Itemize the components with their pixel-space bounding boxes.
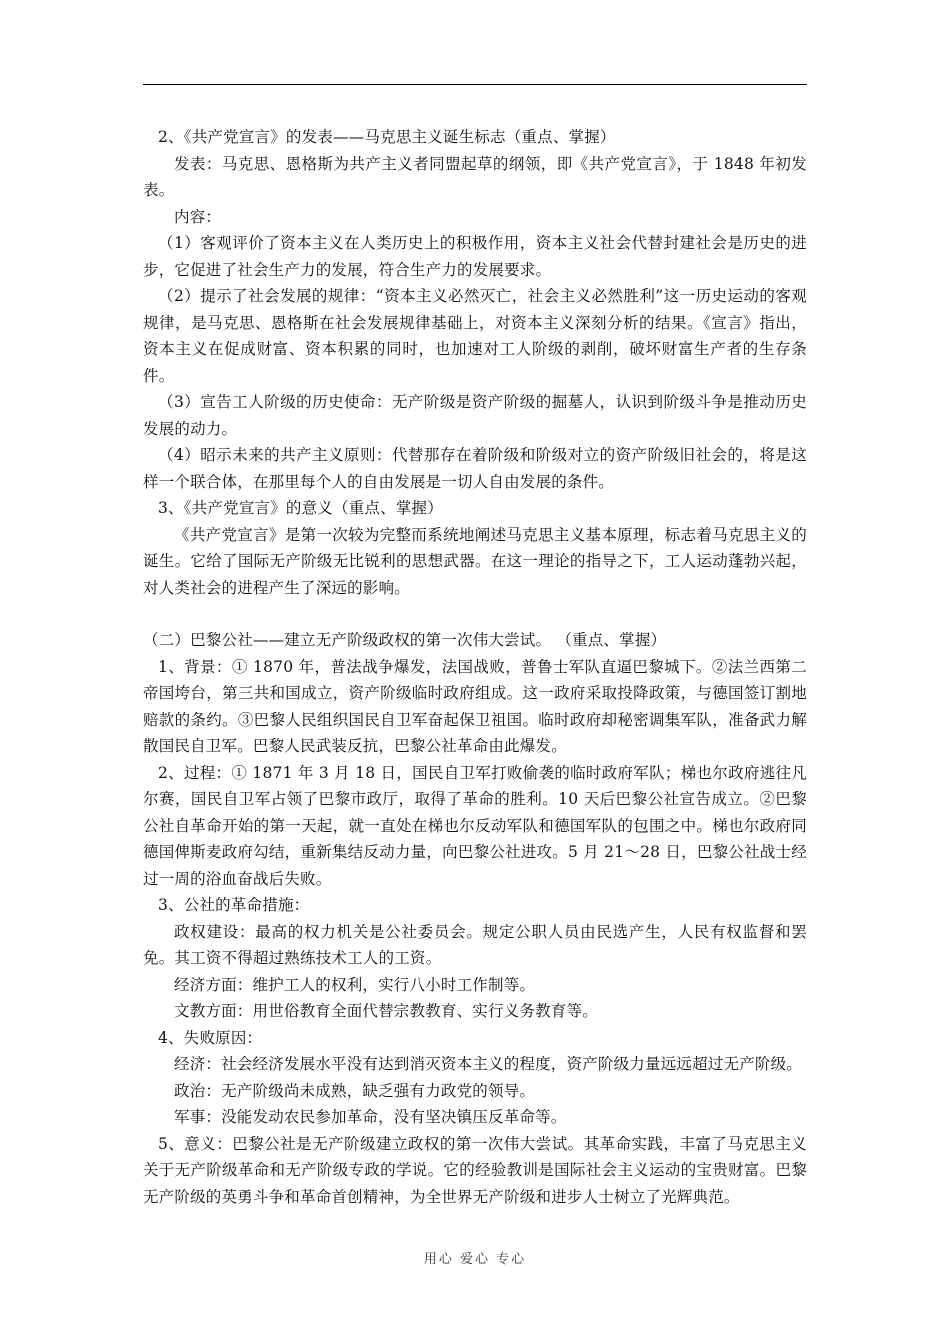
- paragraph-content-label: 内容：: [174, 207, 222, 226]
- paragraph-background: 1、背景：① 1870 年，普法战争爆发，法国战败，普鲁士军队直逼巴黎城下。②法兰西第二帝国垮台，第三共和国成立，资产阶级临时政府组成。这一政府采取投降政策，与德国签订割地赔款的条约。③巴黎人民组织国民自卫军奋起保卫祖国。临时政府却秘密调集军队，准备武力解散国民自卫军。巴黎人民武装反抗，巴黎公社革命由此爆发。: [143, 657, 807, 755]
- paragraph-political-measures: 政权建设：最高的权力机关是公社委员会。规定公职人员由民选产生，人民有权监督和罢免。其工资不得超过熟练技术工人的工资。: [143, 922, 807, 967]
- paragraph-military-reason: 军事：没能发动农民参加革命，没有坚决镇压反革命等。: [174, 1108, 567, 1126]
- paragraph-economic-measures: 经济方面：维护工人的权利，实行八小时工作制等。: [174, 975, 536, 994]
- document-body: [143, 124, 807, 1210]
- section-heading-measures: 3、公社的革命措施：: [158, 896, 310, 914]
- section-title-paris-commune: （二）巴黎公社——建立无产阶级政权的第一次伟大尝试。 （重点、掌握）: [143, 631, 667, 649]
- paragraph-spacer: [143, 601, 807, 627]
- paragraph-education-measures: 文教方面：用世俗教育全面代替宗教教育、实行义务教育等。: [174, 1002, 598, 1020]
- paragraph-content-4: （4）昭示未来的共产主义原则：代替那存在着阶级和阶级对立的资产阶级旧社会的，将是这样一个联合体，在那里每个人的自由发展是一切人自由发展的条件。: [143, 446, 807, 491]
- paragraph-content-1: （1）客观评价了资本主义在人类历史上的积极作用，资本主义社会代替封建社会是历史的进步，它促进了社会生产力的发展，符合生产力的发展要求。: [143, 234, 807, 279]
- paragraph-political-reason: 政治：无产阶级尚未成熟，缺乏强有力政党的领导。: [174, 1081, 536, 1100]
- page-footer: 用心 爱心 专心: [423, 1252, 527, 1267]
- section-heading-manifesto-publication: 2、《共产党宣言》的发表——马克思主义诞生标志（重点、掌握）: [158, 128, 616, 146]
- paragraph-commune-significance: 5、意义：巴黎公社是无产阶级建立政权的第一次伟大尝试。其革命实践，丰富了马克思主义关于无产阶级革命和无产阶级专政的学说。它的经验教训是国际社会主义运动的宝贵财富。巴黎无产阶级的英勇斗争和革命首创精神，为全世界无产阶级和进步人士树立了光辉典范。: [143, 1134, 807, 1206]
- paragraph-economic-reason: 经济：社会经济发展水平没有达到消灭资本主义的程度，资产阶级力量远远超过无产阶级。: [174, 1055, 803, 1073]
- paragraph-significance: 《共产党宣言》是第一次较为完整而系统地阐述马克思主义基本原理，标志着马克思主义的诞生。它给了国际无产阶级无比锐利的思想武器。在这一理论的指导之下，工人运动蓬勃兴起，对人类社会的进程产生了深远的影响。: [143, 525, 807, 597]
- paragraph-content-3: （3）宣告工人阶级的历史使命：无产阶级是资产阶级的掘墓人，认识到阶级斗争是推动历史发展的动力。: [143, 393, 807, 438]
- paragraph-content-2: （2）提示了社会发展的规律：“资本主义必然灭亡，社会主义必然胜利”这一历史运动的客观规律，是马克思、恩格斯在社会发展规律基础上，对资本主义深刻分析的结果。《宣言》指出，资本主义在促成财富、资本积累的同时，也加速对工人阶级的剥削，破坏财富生产者的生存条件。: [143, 287, 807, 385]
- paragraph-publication: 发表：马克思、恩格斯为共产主义者同盟起草的纲领，即《共产党宣言》，于 1848 年初发表。: [143, 154, 807, 199]
- section-heading-manifesto-significance: 3、《共产党宣言》的意义（重点、掌握）: [158, 499, 443, 517]
- section-heading-failure-reasons: 4、失败原因：: [158, 1028, 263, 1047]
- paragraph-process: 2、过程：① 1871 年 3 月 18 日，国民自卫军打败偷袭的临时政府军队；梯也尔政府逃往凡尔赛，国民自卫军占领了巴黎市政厅，取得了革命的胜利。10 天后巴黎公社宣告成立。②巴黎公社自革命开始的第一天起，就一直处在梯也尔反动军队和德国军队的包围之中。梯也尔政府同德国俾斯麦政府勾结，重新集结反动力量，向巴黎公社进攻。5 月 21～28 日，巴黎公社战士经过一周的浴血奋战后失败。: [143, 763, 807, 888]
- header-rule: [143, 84, 807, 85]
